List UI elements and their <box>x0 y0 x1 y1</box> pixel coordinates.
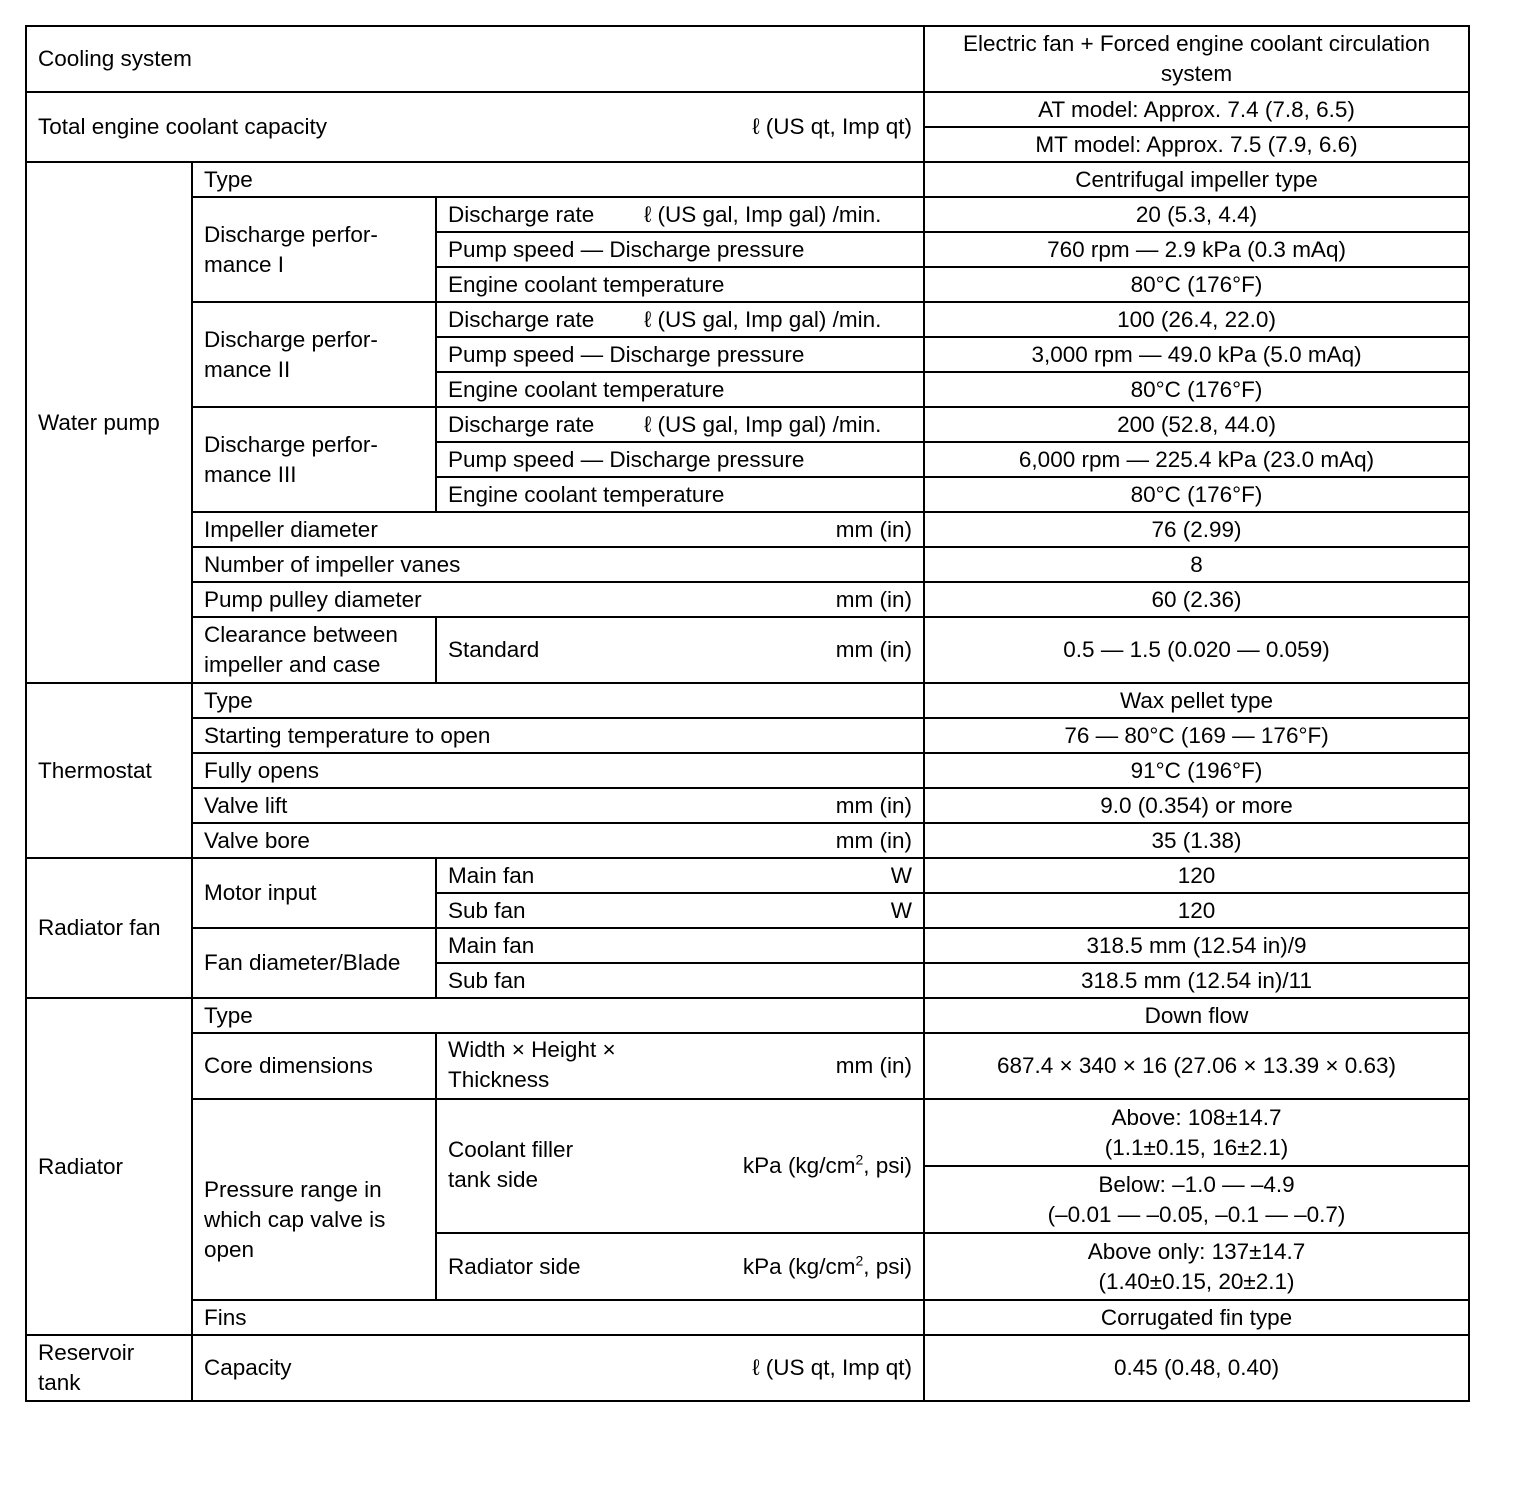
radside-kpa-tail: , psi) <box>863 1253 913 1279</box>
motor-main-value: 120 <box>924 858 1469 893</box>
perf3-label: Discharge perfor-mance III <box>192 407 436 512</box>
thermostat-full-label: Fully opens <box>192 753 924 788</box>
filler-side-cell <box>436 1099 924 1233</box>
row-cooling-system <box>26 26 1469 92</box>
valve-bore-value: 35 (1.38) <box>924 823 1469 858</box>
radiator-side-unit <box>743 1252 912 1282</box>
perf3-speed-label: Pump speed — Discharge pressure <box>436 442 924 477</box>
pulley-diameter-value: 60 (2.36) <box>924 582 1469 617</box>
row-perf3-rate <box>26 407 1469 442</box>
motor-main-cell <box>436 858 924 893</box>
pressure-above-value <box>924 1099 1469 1166</box>
filler-side-label: Coolant filler tank side <box>448 1137 574 1192</box>
perf1-rate-unit: ℓ (US gal, Imp gal) /min. <box>644 201 882 227</box>
total-capacity-label: Total engine coolant capacity <box>38 114 327 139</box>
thermostat-label: Thermostat <box>26 683 192 858</box>
clearance-unit: mm (in) <box>835 637 913 662</box>
thermostat-type-value: Wax pellet type <box>924 683 1469 718</box>
pressure-range-label: Pressure range in which cap valve is open <box>192 1099 436 1300</box>
row-thermostat-full <box>26 753 1469 788</box>
pressure-below-value <box>924 1166 1469 1233</box>
perf1-rate-cell <box>436 197 924 232</box>
filler-kpa-text: kPa (kg/cm <box>742 1153 856 1178</box>
core-dimensions-cell <box>436 1033 924 1099</box>
thermostat-type-label: Type <box>192 683 924 718</box>
motor-main-label: Main fan <box>448 862 535 888</box>
valve-lift-unit: mm (in) <box>835 792 913 818</box>
motor-sub-cell <box>436 893 924 928</box>
perf2-speed-value: 3,000 rpm — 49.0 kPa (5.0 mAq) <box>924 337 1469 372</box>
row-perf2-rate <box>26 302 1469 337</box>
perf3-rate-cell <box>436 407 924 442</box>
fins-label: Fins <box>192 1300 924 1335</box>
motor-sub-label: Sub fan <box>448 897 526 923</box>
valve-lift-cell <box>192 788 924 823</box>
core-dimensions-sub: Width × Height × Thickness <box>448 1037 616 1092</box>
motor-sub-unit: W <box>890 897 913 923</box>
radiator-side-value <box>924 1233 1469 1300</box>
perf3-speed-value: 6,000 rpm — 225.4 kPa (23.0 mAq) <box>924 442 1469 477</box>
total-capacity-values <box>924 92 1469 162</box>
above-line1: Above: 108±14.7 <box>1111 1104 1282 1130</box>
row-pressure-above <box>26 1099 1469 1166</box>
perf3-temp-value: 80°C (176°F) <box>924 477 1469 512</box>
radside-line1: Above only: 137±14.7 <box>1087 1238 1306 1264</box>
valve-bore-cell <box>192 823 924 858</box>
at-model-value: AT model: Approx. 7.4 (7.8, 6.5) <box>1038 97 1355 122</box>
total-capacity-unit: ℓ (US qt, Imp qt) <box>752 114 913 139</box>
thermostat-start-value: 76 — 80°C (169 — 176°F) <box>924 718 1469 753</box>
cooling-system-value: Electric fan + Forced engine coolant circulation system <box>924 26 1469 92</box>
diam-main-value: 318.5 mm (12.54 in)/9 <box>924 928 1469 963</box>
row-thermostat-start <box>26 718 1469 753</box>
filler-kpa-sup: 2 <box>855 1151 864 1168</box>
reservoir-capacity-unit: ℓ (US qt, Imp qt) <box>752 1355 913 1380</box>
valve-bore-label: Valve bore <box>204 827 310 853</box>
row-pump-type <box>26 162 1469 197</box>
row-pulley-diameter <box>26 582 1469 617</box>
row-valve-lift <box>26 788 1469 823</box>
fins-value: Corrugated fin type <box>924 1300 1469 1335</box>
perf2-rate-label: Discharge rate <box>448 306 595 332</box>
reservoir-capacity-label: Capacity <box>204 1355 292 1380</box>
row-perf1-rate <box>26 197 1469 232</box>
perf3-rate-label: Discharge rate <box>448 411 595 437</box>
row-total-capacity <box>26 92 1469 162</box>
row-impeller-diameter <box>26 512 1469 547</box>
row-impeller-vanes <box>26 547 1469 582</box>
thermostat-start-label: Starting temperature to open <box>192 718 924 753</box>
clearance-cell <box>436 617 924 683</box>
perf1-rate-value: 20 (5.3, 4.4) <box>924 197 1469 232</box>
core-dimensions-unit: mm (in) <box>835 1053 913 1078</box>
diam-sub-label: Sub fan <box>436 963 924 998</box>
clearance-value: 0.5 — 1.5 (0.020 — 0.059) <box>924 617 1469 683</box>
pump-type-label: Type <box>192 162 924 197</box>
impeller-diameter-label: Impeller diameter <box>204 516 378 542</box>
row-motor-main <box>26 858 1469 893</box>
perf1-rate-label: Discharge rate <box>448 201 595 227</box>
perf2-speed-label: Pump speed — Discharge pressure <box>436 337 924 372</box>
valve-lift-label: Valve lift <box>204 792 288 818</box>
row-fins <box>26 1300 1469 1335</box>
perf2-rate-cell <box>436 302 924 337</box>
core-dimensions-value: 687.4 × 340 × 16 (27.06 × 13.39 × 0.63) <box>924 1033 1469 1099</box>
filler-side-unit <box>743 1135 912 1197</box>
radiator-fan-label: Radiator fan <box>26 858 192 998</box>
row-diam-main <box>26 928 1469 963</box>
filler-kpa-tail: , psi) <box>863 1153 913 1178</box>
row-radiator-type <box>26 998 1469 1033</box>
fan-diameter-label: Fan diameter/Blade <box>192 928 436 998</box>
pulley-diameter-label: Pump pulley diameter <box>204 586 422 612</box>
row-clearance <box>26 617 1469 683</box>
perf1-temp-label: Engine coolant temperature <box>436 267 924 302</box>
clearance-standard-label: Standard <box>448 637 540 662</box>
reservoir-capacity-cell <box>192 1335 924 1401</box>
radiator-label: Radiator <box>26 998 192 1335</box>
radiator-side-cell <box>436 1233 924 1300</box>
cooling-system-label: Cooling system <box>26 26 924 92</box>
below-line1: Below: –1.0 — –4.9 <box>1098 1171 1295 1197</box>
total-capacity-cell <box>26 92 924 162</box>
perf2-temp-label: Engine coolant temperature <box>436 372 924 407</box>
pulley-diameter-cell <box>192 582 924 617</box>
mt-model-value: MT model: Approx. 7.5 (7.9, 6.6) <box>1035 132 1358 157</box>
below-line2: (–0.01 — –0.05, –0.1 — –0.7) <box>1047 1201 1346 1227</box>
valve-lift-value: 9.0 (0.354) or more <box>924 788 1469 823</box>
impeller-vanes-label: Number of impeller vanes <box>192 547 924 582</box>
thermostat-full-value: 91°C (196°F) <box>924 753 1469 788</box>
diam-main-label: Main fan <box>436 928 924 963</box>
pump-type-value: Centrifugal impeller type <box>924 162 1469 197</box>
radside-kpa-text: kPa (kg/cm <box>742 1253 856 1279</box>
perf2-temp-value: 80°C (176°F) <box>924 372 1469 407</box>
radside-kpa-sup: 2 <box>855 1252 864 1268</box>
motor-main-unit: W <box>890 862 913 888</box>
reservoir-capacity-value: 0.45 (0.48, 0.40) <box>924 1335 1469 1401</box>
row-thermostat-type <box>26 683 1469 718</box>
perf3-temp-label: Engine coolant temperature <box>436 477 924 512</box>
perf2-label: Discharge perfor-mance II <box>192 302 436 407</box>
reservoir-label: Reservoir tank <box>26 1335 192 1401</box>
perf2-rate-value: 100 (26.4, 22.0) <box>924 302 1469 337</box>
core-dimensions-label: Core dimensions <box>192 1033 436 1099</box>
impeller-vanes-value: 8 <box>924 547 1469 582</box>
perf1-temp-value: 80°C (176°F) <box>924 267 1469 302</box>
perf1-speed-label: Pump speed — Discharge pressure <box>436 232 924 267</box>
perf3-rate-unit: ℓ (US gal, Imp gal) /min. <box>644 411 882 437</box>
radiator-side-label: Radiator side <box>448 1253 581 1279</box>
above-line2: (1.1±0.15, 16±2.1) <box>1104 1134 1289 1160</box>
motor-sub-value: 120 <box>924 893 1469 928</box>
clearance-label: Clearance between impeller and case <box>192 617 436 683</box>
perf1-label: Discharge perfor-mance I <box>192 197 436 302</box>
cooling-spec-table <box>25 25 1470 1402</box>
perf3-rate-value: 200 (52.8, 44.0) <box>924 407 1469 442</box>
impeller-diameter-cell <box>192 512 924 547</box>
radiator-type-value: Down flow <box>924 998 1469 1033</box>
diam-sub-value: 318.5 mm (12.54 in)/11 <box>924 963 1469 998</box>
row-reservoir <box>26 1335 1469 1401</box>
radiator-type-label: Type <box>192 998 924 1033</box>
perf2-rate-unit: ℓ (US gal, Imp gal) /min. <box>644 306 882 332</box>
water-pump-label: Water pump <box>26 162 192 683</box>
impeller-diameter-unit: mm (in) <box>835 516 913 542</box>
perf1-speed-value: 760 rpm — 2.9 kPa (0.3 mAq) <box>924 232 1469 267</box>
motor-input-label: Motor input <box>192 858 436 928</box>
radside-line2: (1.40±0.15, 20±2.1) <box>1098 1268 1295 1294</box>
row-core-dimensions <box>26 1033 1469 1099</box>
row-valve-bore <box>26 823 1469 858</box>
valve-bore-unit: mm (in) <box>835 827 913 853</box>
pulley-diameter-unit: mm (in) <box>835 586 913 612</box>
impeller-diameter-value: 76 (2.99) <box>924 512 1469 547</box>
